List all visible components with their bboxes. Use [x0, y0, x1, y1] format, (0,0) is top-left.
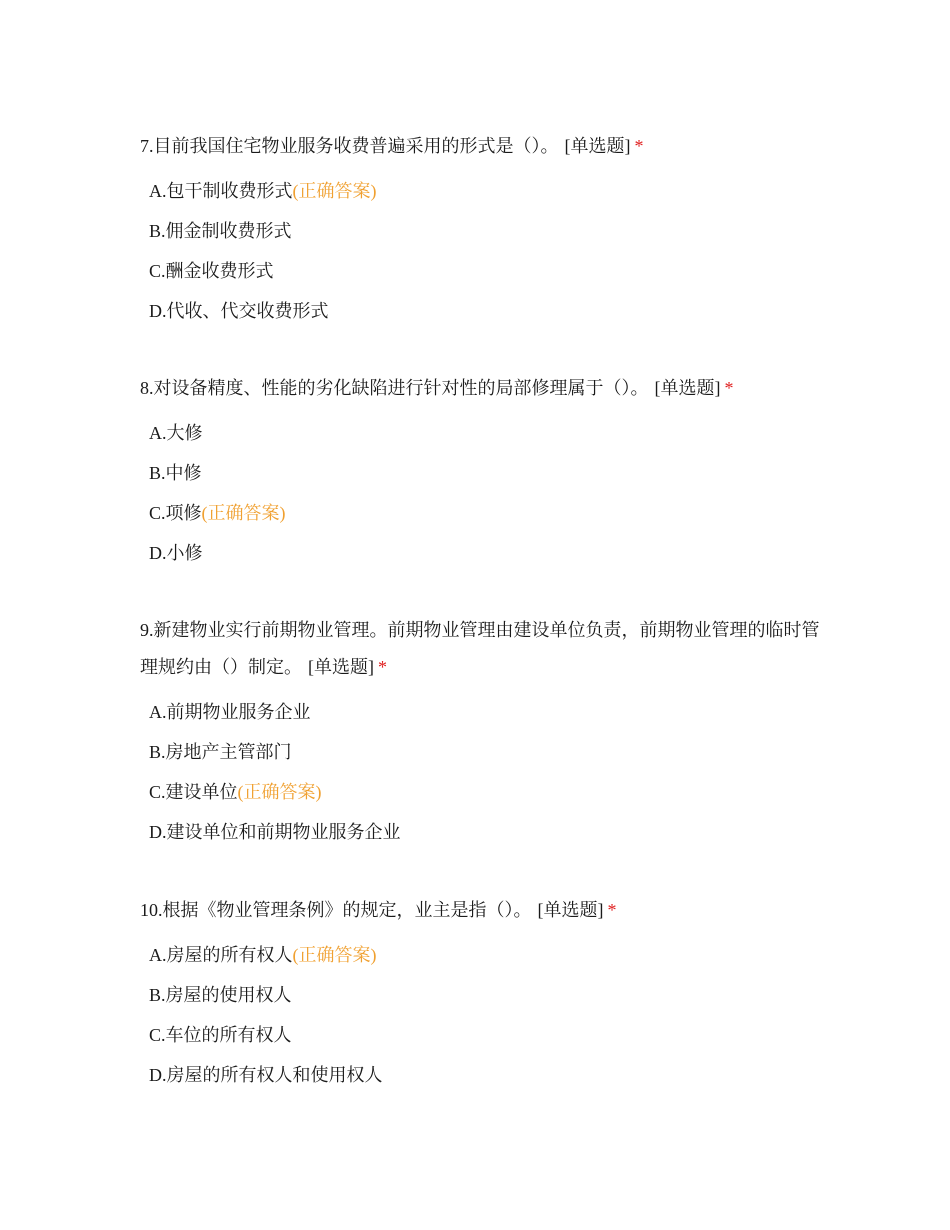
option-label: C.项修: [149, 503, 202, 523]
question-text: 9.新建物业实行前期物业管理。前期物业管理由建设单位负责，前期物业管理的临时管理规约由（）制定。: [140, 620, 820, 677]
option-label: B.房地产主管部门: [149, 742, 292, 762]
option-label: D.建设单位和前期物业服务企业: [149, 822, 401, 842]
question-type: [单选题]: [308, 657, 374, 677]
question-title: [140, 370, 820, 407]
option-b: [140, 211, 820, 251]
option-c: [140, 251, 820, 291]
correct-answer-tag: (正确答案): [292, 945, 377, 965]
required-marker: *: [607, 900, 617, 920]
option-b: [140, 975, 820, 1015]
option-b: [140, 732, 820, 772]
correct-answer-tag: (正确答案): [237, 782, 322, 802]
option-d: [140, 291, 820, 331]
option-d: [140, 812, 820, 852]
option-label: D.小修: [149, 543, 203, 563]
question-10: [140, 892, 820, 1095]
option-b: [140, 453, 820, 493]
option-label: A.大修: [149, 423, 203, 443]
option-label: C.酬金收费形式: [149, 261, 274, 281]
option-list: [140, 935, 820, 1095]
option-list: [140, 413, 820, 573]
required-marker: *: [378, 657, 387, 677]
option-a: [140, 692, 820, 732]
option-a: [140, 413, 820, 453]
option-label: A.房屋的所有权人: [149, 945, 293, 965]
question-9: [140, 612, 820, 852]
option-a: [140, 935, 820, 975]
required-marker: *: [724, 378, 734, 398]
question-7: [140, 128, 820, 331]
correct-answer-tag: (正确答案): [201, 503, 286, 523]
required-marker: *: [634, 136, 644, 156]
question-title: [140, 892, 820, 929]
option-label: A.前期物业服务企业: [149, 702, 311, 722]
question-title: [140, 128, 820, 165]
option-label: D.房屋的所有权人和使用权人: [149, 1065, 383, 1085]
option-label: B.佣金制收费形式: [149, 221, 292, 241]
question-title: [140, 612, 820, 686]
question-type: [单选题]: [564, 136, 631, 156]
question-text: 8.对设备精度、性能的劣化缺陷进行针对性的局部修理属于（）。: [140, 378, 649, 398]
option-label: C.建设单位: [149, 782, 238, 802]
option-list: [140, 692, 820, 852]
question-type: [单选题]: [537, 900, 604, 920]
option-d: [140, 533, 820, 573]
question-text: 10.根据《物业管理条例》的规定，业主是指（）。: [140, 900, 532, 920]
question-type: [单选题]: [654, 378, 721, 398]
option-label: B.中修: [149, 463, 202, 483]
option-c: [140, 493, 820, 533]
question-text: 7.目前我国住宅物业服务收费普遍采用的形式是（）。: [140, 136, 559, 156]
option-d: [140, 1055, 820, 1095]
option-c: [140, 772, 820, 812]
option-label: C.车位的所有权人: [149, 1025, 292, 1045]
option-a: [140, 171, 820, 211]
correct-answer-tag: (正确答案): [292, 181, 377, 201]
option-label: A.包干制收费形式: [149, 181, 293, 201]
question-8: [140, 370, 820, 573]
option-label: D.代收、代交收费形式: [149, 301, 329, 321]
option-label: B.房屋的使用权人: [149, 985, 292, 1005]
option-c: [140, 1015, 820, 1055]
option-list: [140, 171, 820, 331]
